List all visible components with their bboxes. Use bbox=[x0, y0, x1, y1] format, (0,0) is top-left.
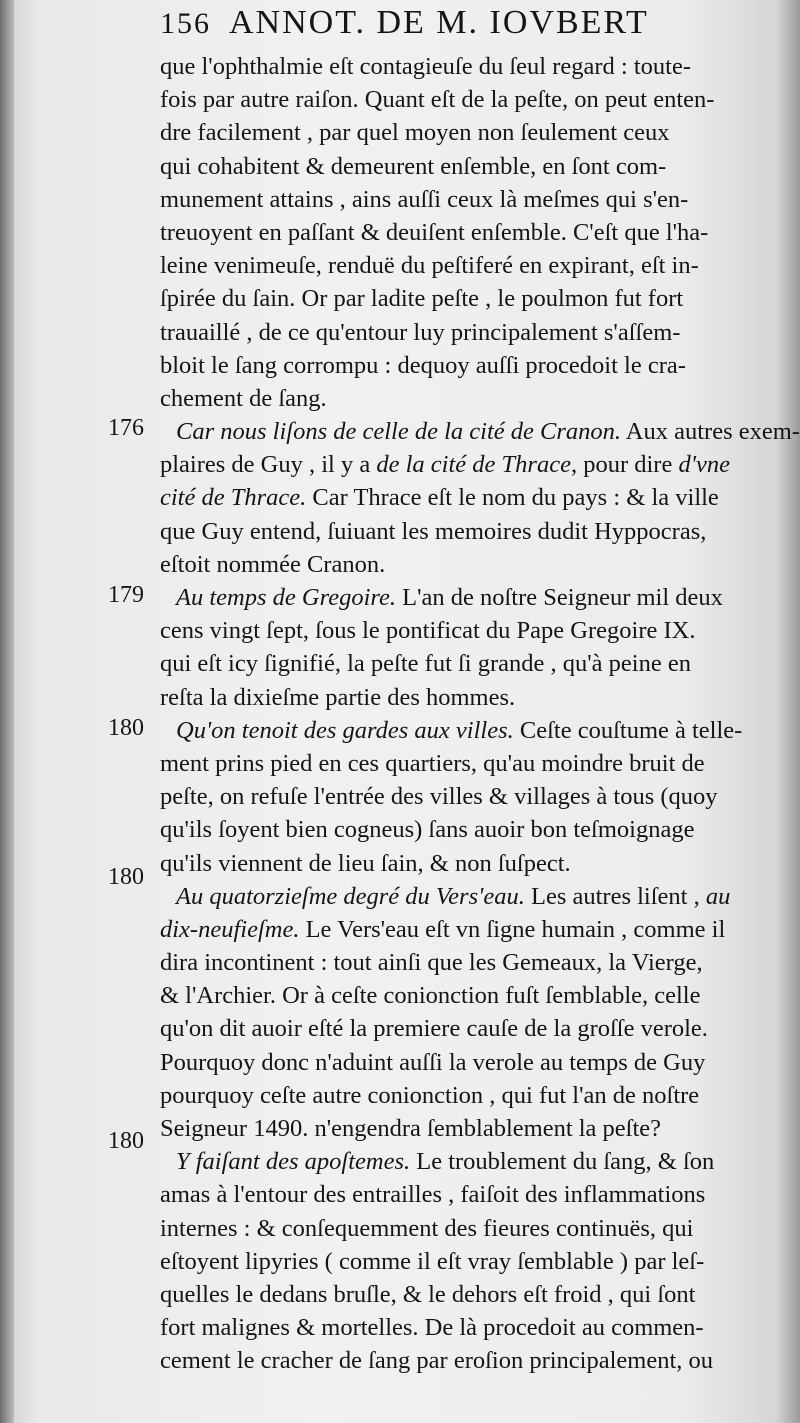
text-line bbox=[160, 714, 772, 747]
roman-text: qu'on dit auoir eſté la premiere cauſe de la groſſe verole. bbox=[160, 1015, 708, 1043]
text-line bbox=[160, 614, 772, 647]
roman-text: eſtoyent lipyries ( comme il eſt vray ſemblable ) par leſ- bbox=[160, 1247, 705, 1275]
roman-text: L'an de noſtre Seigneur mil deux bbox=[396, 584, 723, 611]
text-line bbox=[160, 481, 772, 514]
text-line bbox=[160, 548, 772, 581]
italic-lemma: Y faiſant des apoſtemes. bbox=[176, 1148, 411, 1176]
italic-lemma: Au temps de Gregoire. bbox=[176, 584, 396, 611]
text-line bbox=[160, 647, 772, 680]
page-gutter bbox=[0, 0, 14, 1423]
roman-text: qu'ils viennent de lieu ſain, & non ſuſpect. bbox=[160, 849, 571, 877]
text-line bbox=[160, 1046, 772, 1079]
text-line bbox=[160, 681, 772, 714]
roman-text: plaires de Guy , il y a bbox=[160, 451, 377, 479]
italic-lemma: dix-neufieſme. bbox=[160, 915, 300, 943]
body-text bbox=[160, 50, 800, 1378]
text-line bbox=[160, 780, 772, 813]
text-line bbox=[160, 349, 772, 382]
text-line bbox=[160, 1311, 772, 1344]
roman-text: , pour dire bbox=[570, 451, 679, 479]
text-line bbox=[160, 515, 772, 548]
text-line bbox=[160, 83, 772, 116]
roman-text: dre facilement , par quel moyen non ſeulement ceux bbox=[160, 119, 670, 147]
margin-note-number: 180 bbox=[108, 864, 144, 890]
italic-lemma: Qu'on tenoit des gardes aux villes. bbox=[176, 716, 514, 744]
roman-text: cement le cracher de ſang par eroſion principalement, ou bbox=[160, 1347, 714, 1375]
roman-text: Pourquoy donc n'aduint auſſi la verole au temps de Guy bbox=[160, 1048, 706, 1076]
text-line bbox=[160, 1012, 772, 1045]
roman-text: fort malignes & mortelles. De là procedoit au commen- bbox=[160, 1314, 704, 1342]
roman-text: internes : & conſequemment des fieures continuës, qui bbox=[160, 1214, 694, 1242]
text-line bbox=[160, 913, 772, 946]
margin-note-number: 180 bbox=[108, 1128, 144, 1154]
roman-text: leine venimeuſe, renduë du peſtiferé en expirant, eſt in- bbox=[160, 252, 699, 280]
roman-text: qu'ils ſoyent bien cogneus) ſans auoir bon teſmoignage bbox=[160, 816, 695, 844]
text-line bbox=[160, 1178, 772, 1211]
roman-text: amas à l'entour des entrailles , faiſoit des inflammations bbox=[160, 1181, 706, 1209]
text-line bbox=[160, 150, 772, 183]
text-line bbox=[160, 382, 772, 415]
roman-text: Seigneur 1490. n'engendra ſemblablement la peſte? bbox=[160, 1115, 662, 1142]
roman-text: Le Vers'eau eſt vn ſigne humain , comme il bbox=[299, 915, 726, 943]
roman-text: trauaillé , de ce qu'entour luy principalement s'aſſem- bbox=[160, 318, 681, 346]
text-line bbox=[160, 316, 772, 349]
italic-lemma: cité de Thrace. bbox=[160, 484, 307, 512]
text-line bbox=[160, 880, 772, 913]
italic-lemma: Au quatorzieſme degré du Vers'eau. bbox=[176, 882, 525, 910]
running-head bbox=[160, 4, 649, 42]
italic-lemma: au bbox=[705, 882, 731, 910]
roman-text: que l'ophthalmie eſt contagieuſe du ſeul regard : toute- bbox=[160, 53, 691, 80]
roman-text: chement de ſang. bbox=[160, 384, 327, 412]
roman-text: dira incontinent : tout ainſi que les Gemeaux, la Vierge, bbox=[160, 949, 703, 977]
roman-text: eſtoit nommée Cranon. bbox=[160, 550, 386, 578]
roman-text: treuoyent en paſſant & deuiſent enſemble. C'eſt que l'ha- bbox=[160, 218, 709, 246]
text-line bbox=[160, 813, 772, 846]
italic-lemma: d'vne bbox=[678, 451, 730, 479]
text-line bbox=[160, 116, 772, 149]
margin-note-number: 179 bbox=[108, 582, 144, 608]
text-line bbox=[160, 946, 772, 979]
roman-text: & l'Archier. Or à ceſte conionction fuſt ſemblable, celle bbox=[160, 982, 701, 1010]
roman-text: bloit le ſang corrompu : dequoy auſſi procedoit le cra- bbox=[160, 351, 686, 379]
text-line bbox=[160, 183, 772, 216]
roman-text: Car Thrace eſt le nom du pays : & la ville bbox=[306, 484, 719, 512]
roman-text: qui cohabitent & demeurent enſemble, en ſont com- bbox=[160, 152, 667, 180]
page-number: 156 bbox=[160, 7, 211, 40]
roman-text: Le troublement du ſang, & ſon bbox=[410, 1148, 715, 1176]
roman-text: pourquoy ceſte autre conionction , qui fut l'an de noſtre bbox=[160, 1081, 700, 1109]
roman-text: fois par autre raiſon. Quant eſt de la peſte, on peut enten- bbox=[160, 86, 715, 114]
italic-lemma: de la cité de Thrace bbox=[376, 451, 571, 479]
roman-text: munement attains , ains auſſi ceux là meſmes qui s'en- bbox=[160, 185, 689, 213]
roman-text: quelles le dedans bruſle, & le dehors eſt froid , qui ſont bbox=[160, 1280, 696, 1308]
roman-text: que Guy entend, ſuiuant les memoires dudit Hyppocras, bbox=[160, 517, 707, 545]
text-line bbox=[160, 415, 800, 448]
text-line bbox=[160, 1344, 772, 1377]
text-line bbox=[160, 448, 772, 481]
italic-lemma: Car nous liſons de celle de la cité de Cranon. bbox=[176, 418, 622, 446]
text-line bbox=[160, 50, 772, 83]
text-line bbox=[160, 1112, 772, 1145]
text-line bbox=[160, 1079, 772, 1112]
text-line bbox=[160, 249, 772, 282]
text-line bbox=[160, 1145, 772, 1178]
roman-text: ſpirée du ſain. Or par ladite peſte , le poulmon fut fort bbox=[160, 285, 684, 313]
text-line bbox=[160, 1245, 772, 1278]
running-title: ANNOT. DE M. IOVBERT bbox=[229, 4, 649, 41]
text-line bbox=[160, 847, 772, 880]
text-line bbox=[160, 216, 772, 249]
roman-text: peſte, on refuſe l'entrée des villes & villages à tous (quoy bbox=[160, 783, 718, 811]
margin-note-number: 176 bbox=[108, 415, 144, 441]
roman-text: ment prins pied en ces quartiers, qu'au moindre bruit de bbox=[160, 749, 705, 777]
text-line bbox=[160, 282, 772, 315]
text-line bbox=[160, 581, 772, 614]
text-line bbox=[160, 1212, 772, 1245]
roman-text: reſta la dixieſme partie des hommes. bbox=[160, 683, 516, 711]
text-line bbox=[160, 747, 772, 780]
roman-text: cens vingt ſept, ſous le pontificat du Pape Gregoire IX. bbox=[160, 617, 696, 645]
text-line bbox=[160, 1278, 772, 1311]
roman-text: Les autres liſent , bbox=[524, 882, 706, 910]
text-line bbox=[160, 979, 772, 1012]
roman-text: Ceſte couſtume à telle- bbox=[513, 716, 743, 744]
roman-text: qui eſt icy ſignifié, la peſte fut ſi grande , qu'à peine en bbox=[160, 650, 691, 678]
margin-note-number: 180 bbox=[108, 715, 144, 741]
roman-text: Aux autres exem- bbox=[621, 418, 800, 446]
